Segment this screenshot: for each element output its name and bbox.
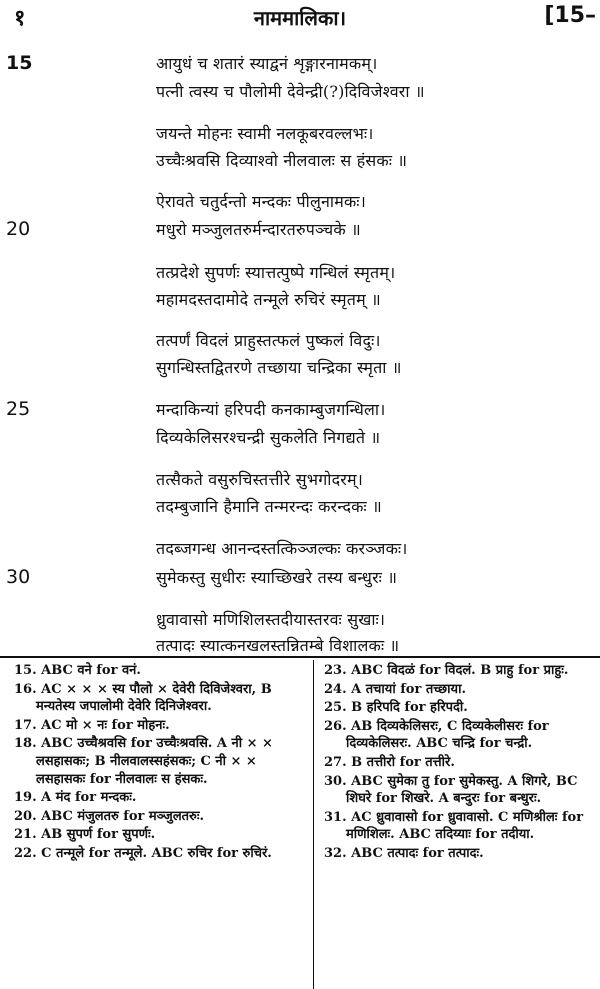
footnote: 26. AB दिव्यकेलिसरः, C दिव्यकेलीसरः for दिव्यकेलिसरः. ABC चन्द्रि for चन्द्री.	[324, 718, 549, 752]
footnote-divider	[0, 656, 600, 658]
verse-line: मन्दाकिन्यां हरिपदी कनकाम्बुजगन्धिला।	[156, 400, 386, 419]
verse-text	[0, 40, 600, 655]
footnotes-right-column	[324, 662, 598, 864]
verse-line: तत्पर्णं विदलं प्राहुस्तत्फलं पुष्कलं विदुः।	[156, 331, 381, 350]
line-number-15: 15	[6, 52, 33, 74]
footnote: 17. AC मो × नः for मोहनः.	[14, 717, 170, 733]
verse-line: जयन्ते मोहनः स्वामी नलकूबरवल्लभः।	[156, 124, 374, 143]
footnote: 24. A तचायां for तच्छाया.	[324, 681, 466, 697]
verse-line: तदब्जगन्ध आनन्दस्तत्किञ्जल्कः करञ्जकः।	[156, 539, 408, 558]
verse-line: मधुरो मञ्जुलतरुर्मन्दारतरुपञ्चके ॥	[156, 220, 361, 239]
footnote: 30. ABC सुमेका तु for सुमेकस्तु. A शिगरे, BC शिघरे for शिखरे. A बन्दुरः for बन्धुरः.	[324, 773, 578, 807]
footnote: 21. AB सुपर्ण for सुपर्णः.	[14, 827, 156, 843]
footnote: 31. AC ध्रुवावासो for ध्रुवावासो. C मणिश्रीलः for मणिशिलः. ABC तदिय्याः for तदीया.	[324, 809, 584, 843]
footnote: 23. ABC विदळं for विदलं. B प्राहु for प्राहुः.	[324, 663, 569, 678]
verse-line: उच्चैःश्रवसि दिव्याश्वो नीलवालः स हंसकः ॥	[156, 151, 408, 170]
footnote: 20. ABC मंजुलतरु for मञ्जुलतरुः.	[14, 808, 204, 824]
footnote-column-divider	[313, 660, 314, 989]
verse-line: तत्सैकते वसुरुचिस्तत्तीरे सुभगोदरम्।	[156, 470, 364, 489]
page-number: [15–	[544, 3, 596, 28]
line-number-25: 25	[6, 398, 31, 420]
verse-line: ऐरावते चतुर्दन्तो मन्दकः पीलुनामकः।	[156, 192, 366, 211]
line-number-30: 30	[6, 566, 31, 588]
footnote: 32. ABC तत्पादः for तत्पादः.	[324, 845, 484, 861]
footnote: 19. A मंद for मन्दकः.	[14, 790, 137, 806]
page-title: नाममालिका।	[253, 6, 347, 30]
footnotes-left-column	[14, 662, 304, 864]
page-marker-left: १	[14, 5, 26, 31]
footnote: 15. ABC वने for वनं.	[14, 663, 141, 678]
footnote: 16. AC × × × स्य पौलो × देवेरी दिविजेश्वरा, B मन्यतेस्य जपालोमी देवेरि दिनिजेश्वरा.	[14, 681, 272, 715]
footnote: 18. ABC उच्चैश्रवसि for उच्चैःश्रवसि. A नी × × लसहासकः; B नीलवालस्सहंसकः; C नी × × लसहासकः for नीलवालः स हंसकः.	[14, 736, 273, 787]
verse-line: ध्रुवावासो मणिशिलस्तदीयास्तरवः सुखाः।	[156, 610, 386, 629]
verse-line: तदम्बुजानि हैमानि तन्मरन्दः करन्दकः ॥	[156, 497, 382, 516]
verse-line: तत्पादः स्यात्कनखलस्तन्नितम्बे विशालकः ॥	[156, 636, 400, 655]
verse-line: दिव्यकेलिसरश्चन्द्री सुकलेति निगद्यते ॥	[156, 428, 381, 447]
verse-line: तत्प्रदेशे सुपर्णः स्यात्तत्पुष्पे गन्धिलं स्मृतम्।	[156, 263, 396, 282]
footnote: 22. C तन्मूले for तन्मूले. ABC रुचिर for रुचिरं.	[14, 845, 272, 861]
page-header	[0, 0, 600, 34]
verse-line: आयुधं च शतारं स्याद्वनं शृङ्गारनामकम्।	[156, 54, 378, 73]
footnote: 25. B हरिपदि for हरिपदी.	[324, 700, 468, 716]
verse-line: पत्नी त्वस्य च पौलोमी देवेन्द्री(?)दिविजेश्वरा ॥	[156, 82, 425, 101]
line-number-20: 20	[6, 218, 31, 240]
footnote: 27. B तत्तीरो for तत्तीरे.	[324, 754, 455, 770]
verse-line: महामदस्तदामोदे तन्मूले रुचिरं स्मृतम् ॥	[156, 290, 381, 309]
verse-line: सुमेकस्तु सुधीरः स्याच्छिखरे तस्य बन्धुरः ॥	[156, 568, 398, 587]
verse-line: सुगन्धिस्तद्वितरणे तच्छाया चन्द्रिका स्मृता ॥	[156, 358, 402, 377]
